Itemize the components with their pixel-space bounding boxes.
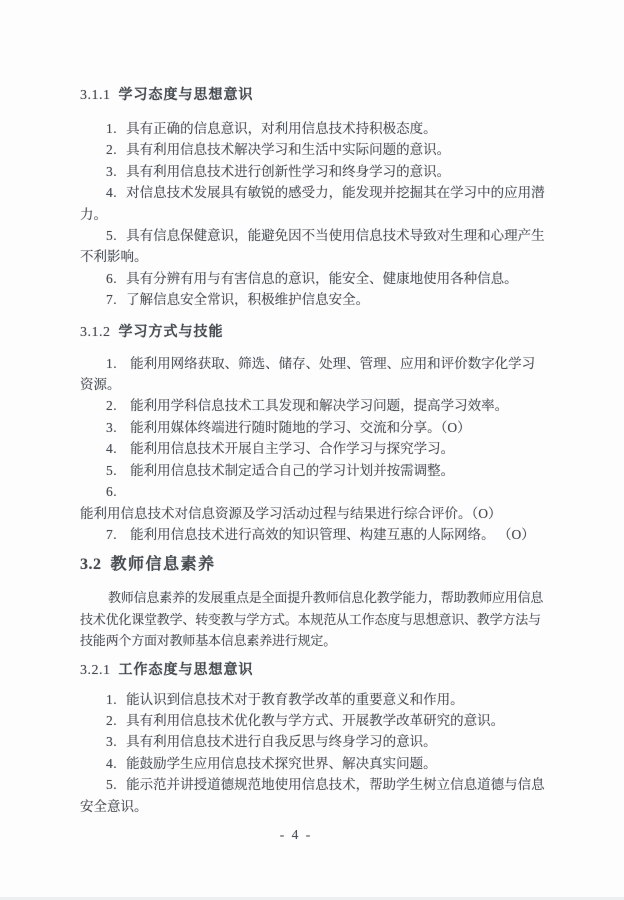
item-text: 具有利用信息技术优化教与学方式、开展教学改革研究的意识。: [126, 712, 505, 728]
item-number: 2.: [106, 142, 118, 158]
item-number: 5.: [106, 228, 118, 244]
list-item: [80, 225, 548, 268]
item-text: 能鼓励学生应用信息技术探究世界、解决真实问题。: [126, 755, 437, 771]
item-number: 1.: [106, 691, 118, 707]
section-3-1-2: [80, 321, 548, 546]
item-number: 7.: [106, 526, 118, 542]
item-number: 6.: [106, 270, 118, 286]
list-item: [80, 268, 548, 289]
item-number: 2.: [106, 398, 118, 414]
item-text: 具有分辨有用与有害信息的意识，能安全、健康地使用各种信息。: [126, 270, 518, 286]
item-number: 2.: [106, 712, 118, 728]
item-text: 具有利用信息技术解决学习和生活中实际问题的意识。: [126, 142, 451, 158]
item-number: 1.: [106, 355, 118, 371]
list-item: [80, 139, 548, 160]
list-item: [80, 689, 548, 710]
item-text: 具有利用信息技术进行自我反思与终身学习的意识。: [126, 734, 437, 750]
list-item: [80, 731, 548, 752]
item-number: 4.: [106, 441, 118, 457]
section-heading-3-1-1: [80, 84, 548, 106]
heading-title: 教师信息素养: [110, 556, 216, 574]
item-text: 能利用信息技术制定适合自己的学习计划并按需调整。: [130, 462, 455, 478]
item-number: 3.: [106, 163, 118, 179]
item-number: 5.: [106, 462, 118, 478]
list-item: [80, 774, 548, 817]
item-text: 具有利用信息技术进行创新性学习和终身学习的意识。: [126, 163, 451, 179]
item-text: 具有信息保健意识，能避免因不当使用信息技术导致对生理和心理产生不利影响。: [80, 228, 545, 265]
list-item: [80, 524, 548, 545]
item-text: 能利用网络获取、筛选、储存、处理、管理、应用和评价数字化学习资源。: [80, 355, 536, 393]
item-text: 对信息技术发展具有敏锐的感受力，能发现并挖掘其在学习中的应用潜力。: [80, 185, 545, 222]
section-heading-3-2-1: [80, 659, 548, 681]
heading-title: 工作态度与思想意识: [118, 660, 254, 677]
heading-number: 3.2: [80, 556, 102, 574]
item-text: 能利用信息技术进行高效的知识管理、构建互惠的人际网络。 （O）: [130, 526, 535, 542]
heading-number: 3.2.1: [80, 662, 111, 678]
list-item: [80, 438, 548, 459]
item-number: 4.: [106, 755, 118, 771]
heading-number: 3.1.2: [80, 324, 111, 340]
item-text: 能认识到信息技术对于教育教学改革的重要意义和作用。: [126, 691, 464, 707]
item-number: 5.: [106, 777, 118, 793]
item-number: 3.: [106, 419, 118, 435]
item-number: 6.: [106, 484, 118, 500]
page-number: - 4 -: [279, 827, 313, 842]
list-item: [80, 481, 548, 524]
list-item: [80, 161, 548, 182]
item-text: 能利用学科信息技术工具发现和解决学习问题，提高学习效率。: [130, 398, 509, 414]
item-number: 4.: [106, 185, 118, 201]
item-text: 能利用媒体终端进行随时随地的学习、交流和分享。（O）: [130, 419, 471, 435]
section-3-2: [80, 553, 548, 651]
item-text: 具有正确的信息意识，对利用信息技术持积极态度。: [126, 121, 437, 136]
section-heading-3-1-2: [80, 321, 548, 343]
section-3-1-1: [80, 84, 548, 311]
section-paragraph: 教师信息素养的发展重点是全面提升教师信息化教学能力，帮助教师应用信息技术优化课堂教学、转变教与学方式。本规范从工作态度与思想意识、教学方法与技能两个方面对教师基本信息素养进行规定。: [80, 590, 544, 649]
heading-title: 学习态度与思想意识: [118, 86, 254, 102]
list-item: [80, 417, 548, 438]
list-item: [80, 395, 548, 416]
item-text: 能示范并讲授道德规范地使用信息技术，帮助学生树立信息道德与信息安全意识。: [80, 777, 545, 814]
list-item: [80, 118, 548, 139]
list-item: [80, 753, 548, 774]
item-text: 能利用信息技术开展自主学习、合作学习与探究学习。: [130, 441, 455, 457]
heading-title: 学习方式与技能: [118, 322, 224, 339]
item-number: 3.: [106, 734, 118, 750]
list-item: [80, 460, 548, 481]
heading-number: 3.1.1: [80, 88, 111, 103]
list-item: [80, 182, 548, 225]
list-item: [80, 710, 548, 731]
item-text: 能利用信息技术对信息资源及学习活动过程与结果进行综合评价。（O）: [80, 505, 502, 521]
list-item: [80, 289, 548, 310]
item-text: 了解信息安全常识，积极维护信息安全。: [126, 292, 370, 308]
item-number: 1.: [106, 121, 118, 136]
section-heading-3-2: [80, 553, 548, 577]
list-item: [80, 353, 548, 396]
section-3-2-1: [80, 659, 548, 817]
item-number: 7.: [106, 292, 118, 308]
